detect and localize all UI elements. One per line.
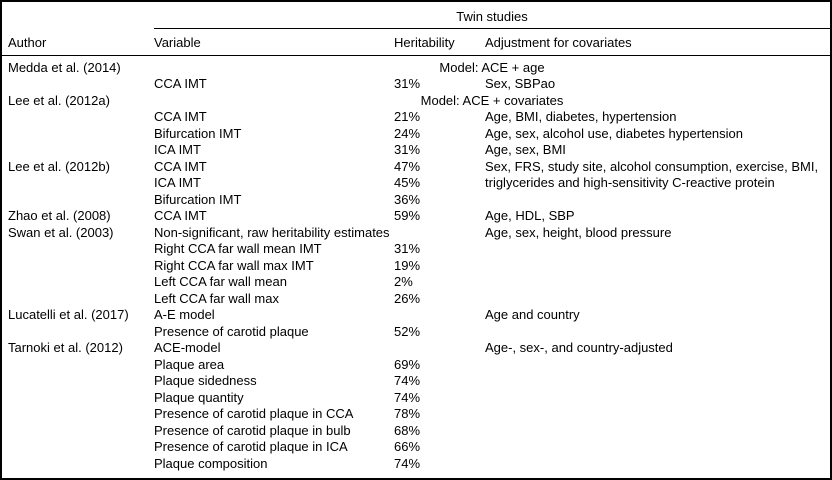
table-column-header-row: [2, 29, 830, 56]
group-header-title: Twin studies: [456, 8, 528, 24]
table-body: [2, 56, 830, 472]
adjustment-cell: Age, sex, BMI: [485, 142, 566, 158]
author-cell: Zhao et al. (2008): [8, 208, 111, 224]
heritability-cell: 47%: [394, 158, 421, 174]
heritability-cell: 19%: [394, 257, 421, 273]
variable-cell: Left CCA far wall mean: [154, 274, 287, 290]
heritability-cell: 26%: [394, 290, 421, 306]
author-cell: Medda et al. (2014): [8, 59, 121, 75]
variable-cell: Bifurcation IMT: [154, 125, 242, 141]
adjustment-cell: Age-, sex-, and country-adjusted: [485, 340, 673, 356]
heritability-cell: 59%: [394, 208, 421, 224]
variable-cell: CCA IMT: [154, 76, 207, 92]
adjustment-cell: Age, HDL, SBP: [485, 208, 575, 224]
table-row: [2, 241, 830, 258]
table-row: [2, 208, 830, 225]
variable-cell: CCA IMT: [154, 158, 207, 174]
column-header-adjustment: Adjustment for covariates: [485, 34, 632, 50]
heritability-cell: 31%: [394, 241, 421, 257]
variable-cell: CCA IMT: [154, 208, 207, 224]
table-row: [2, 59, 830, 76]
table-row: [2, 340, 830, 357]
adjustment-cell: Sex, FRS, study site, alcohol consumption, exercise, BMI,: [485, 158, 819, 174]
adjustment-cell: Sex, SBPao: [485, 76, 556, 92]
table-row: [2, 356, 830, 373]
variable-cell: Presence of carotid plaque in CCA: [154, 406, 354, 422]
heritability-cell: 74%: [394, 455, 421, 471]
table-row: [2, 257, 830, 274]
table-row: [2, 307, 830, 324]
variable-cell: ICA IMT: [154, 142, 201, 158]
model-span-cell: Model: ACE + covariates: [420, 92, 564, 108]
variable-cell: Presence of carotid plaque in ICA: [154, 439, 348, 455]
table-row: [2, 439, 830, 456]
table-row: [2, 406, 830, 423]
heritability-cell: 69%: [394, 356, 421, 372]
adjustment-cell: Age, BMI, diabetes, hypertension: [485, 109, 677, 125]
heritability-cell: 74%: [394, 373, 421, 389]
variable-cell: ICA IMT: [154, 175, 201, 191]
heritability-cell: 31%: [394, 76, 421, 92]
variable-cell: CCA IMT: [154, 109, 207, 125]
table-row: [2, 323, 830, 340]
heritability-cell: 66%: [394, 439, 421, 455]
table-row: [2, 175, 830, 192]
variable-cell: Plaque quantity: [154, 389, 244, 405]
author-cell: Lee et al. (2012b): [8, 158, 110, 174]
heritability-cell: 45%: [394, 175, 421, 191]
variable-cell: Plaque composition: [154, 455, 268, 471]
variable-cell: Presence of carotid plaque in bulb: [154, 422, 351, 438]
table-row: [2, 158, 830, 175]
heritability-cell: 74%: [394, 389, 421, 405]
variable-cell: Left CCA far wall max: [154, 290, 279, 306]
variable-cell: Right CCA far wall mean IMT: [154, 241, 322, 257]
author-cell: Tarnoki et al. (2012): [8, 340, 123, 356]
adjustment-cell: triglycerides and high-sensitivity C-reactive protein: [485, 175, 775, 191]
table-row: [2, 455, 830, 472]
heritability-cell: 36%: [394, 191, 421, 207]
variable-cell: A-E model: [154, 307, 215, 323]
table-row: [2, 92, 830, 109]
variable-cell: Plaque sidedness: [154, 373, 257, 389]
heritability-cell: 24%: [394, 125, 421, 141]
heritability-cell: 52%: [394, 323, 421, 339]
column-header-author: Author: [8, 34, 47, 50]
column-header-variable: Variable: [154, 34, 201, 50]
table-row: [2, 274, 830, 291]
heritability-cell: 31%: [394, 142, 421, 158]
variable-cell: Plaque area: [154, 356, 225, 372]
model-span-cell: Model: ACE + age: [439, 59, 545, 75]
table-row: [2, 224, 830, 241]
author-cell: Lee et al. (2012a): [8, 92, 110, 108]
table-row: [2, 191, 830, 208]
table-row: [2, 422, 830, 439]
variable-cell: ACE-model: [154, 340, 221, 356]
variable-cell: Non-significant, raw heritability estimates: [154, 224, 390, 240]
variable-cell: Right CCA far wall max IMT: [154, 257, 314, 273]
table-row: [2, 290, 830, 307]
variable-cell: Bifurcation IMT: [154, 191, 242, 207]
table-row: [2, 125, 830, 142]
heritability-cell: 21%: [394, 109, 421, 125]
author-cell: Lucatelli et al. (2017): [8, 307, 129, 323]
heritability-cell: 68%: [394, 422, 421, 438]
heritability-cell: 78%: [394, 406, 421, 422]
adjustment-cell: Age, sex, height, blood pressure: [485, 224, 672, 240]
table-group-header-row: [2, 4, 830, 29]
table-row: [2, 389, 830, 406]
group-header-cell: [154, 4, 830, 29]
table-row: [2, 76, 830, 93]
table-row: [2, 109, 830, 126]
author-cell: Swan et al. (2003): [8, 224, 114, 240]
group-header-spacer: [2, 4, 154, 29]
table-row: [2, 142, 830, 159]
heritability-cell: 2%: [394, 274, 413, 290]
table-row: [2, 373, 830, 390]
adjustment-cell: Age and country: [485, 307, 580, 323]
variable-cell: Presence of carotid plaque: [154, 323, 309, 339]
adjustment-cell: Age, sex, alcohol use, diabetes hypertension: [485, 125, 744, 141]
column-header-heritability: Heritability: [394, 34, 455, 50]
